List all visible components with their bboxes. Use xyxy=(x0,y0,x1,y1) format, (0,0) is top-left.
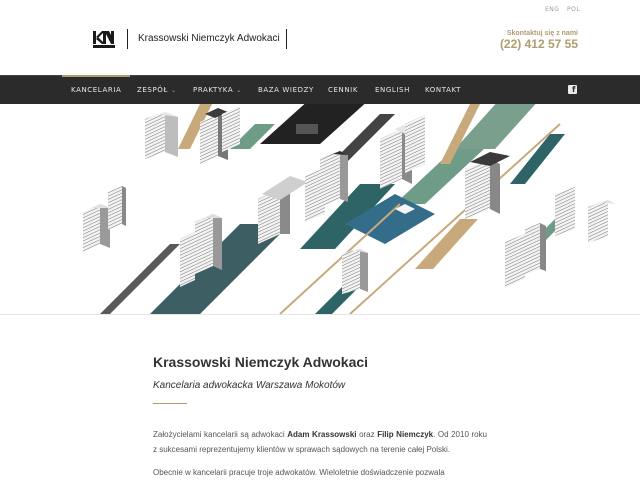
facebook-icon[interactable]: f xyxy=(568,85,577,94)
intro-text: . Od 2010 roku z sukcesami reprezentujemy klientów w sprawach sądowych na terenie całej Polski. xyxy=(153,430,487,454)
intro-text: Założycielami kancelarii są adwokaci xyxy=(153,430,288,439)
phone-number-link[interactable]: (22) 412 57 55 xyxy=(499,37,578,51)
accent-divider xyxy=(153,403,187,404)
intro-text: oraz xyxy=(356,430,378,439)
logo-divider-left xyxy=(127,29,128,49)
logo-divider-right xyxy=(286,29,287,49)
lang-eng-link[interactable]: ENG xyxy=(545,6,560,13)
second-paragraph: Obecnie w kancelarii pracuje troje adwokatów. Wieloletnie doświadczenie pozwala xyxy=(153,468,445,477)
chevron-down-icon: ⌄ xyxy=(170,87,177,94)
founder-name: Adam Krassowski xyxy=(287,430,357,439)
nav-label: CENNIK xyxy=(328,86,359,94)
nav-label: KONTAKT xyxy=(425,86,461,94)
section-divider xyxy=(0,314,640,315)
nav-label: ZESPÓŁ xyxy=(137,86,168,94)
nav-item-baza-wiedzy[interactable] xyxy=(258,76,314,104)
page-subtitle: Kancelaria adwokacka Warszawa Mokotów xyxy=(153,380,346,391)
logo-text[interactable]: Krassowski Niemczyk Adwokaci xyxy=(138,33,280,44)
nav-label: BAZA WIEDZY xyxy=(258,86,314,94)
isometric-city-graphic xyxy=(0,104,640,314)
chevron-down-icon: ⌄ xyxy=(236,87,242,94)
nav-item-kancelaria[interactable] xyxy=(71,76,121,104)
founder-name: Filip Niemczyk xyxy=(377,430,434,439)
nav-label: ENGLISH xyxy=(375,86,410,94)
contact-label: Skontaktuj się z nami xyxy=(506,30,578,37)
main-content xyxy=(153,352,487,480)
nav-item-cennik[interactable] xyxy=(328,76,358,104)
intro-paragraph xyxy=(153,427,487,457)
nav-label: KANCELARIA xyxy=(71,86,122,94)
page-title: Krassowski Niemczyk Adwokaci xyxy=(153,354,369,370)
nav-label: PRAKTYKA xyxy=(193,86,234,94)
lang-pol-link[interactable]: POL xyxy=(567,6,581,13)
nav-item-kontakt[interactable] xyxy=(425,76,461,104)
main-nav xyxy=(0,75,640,104)
hero-illustration xyxy=(0,104,640,314)
nav-item-zespol[interactable] xyxy=(137,76,177,104)
nav-item-english[interactable] xyxy=(375,76,410,104)
site-header xyxy=(0,0,640,75)
nav-item-praktyka[interactable] xyxy=(193,76,242,104)
kn-logo-icon[interactable] xyxy=(93,31,115,48)
